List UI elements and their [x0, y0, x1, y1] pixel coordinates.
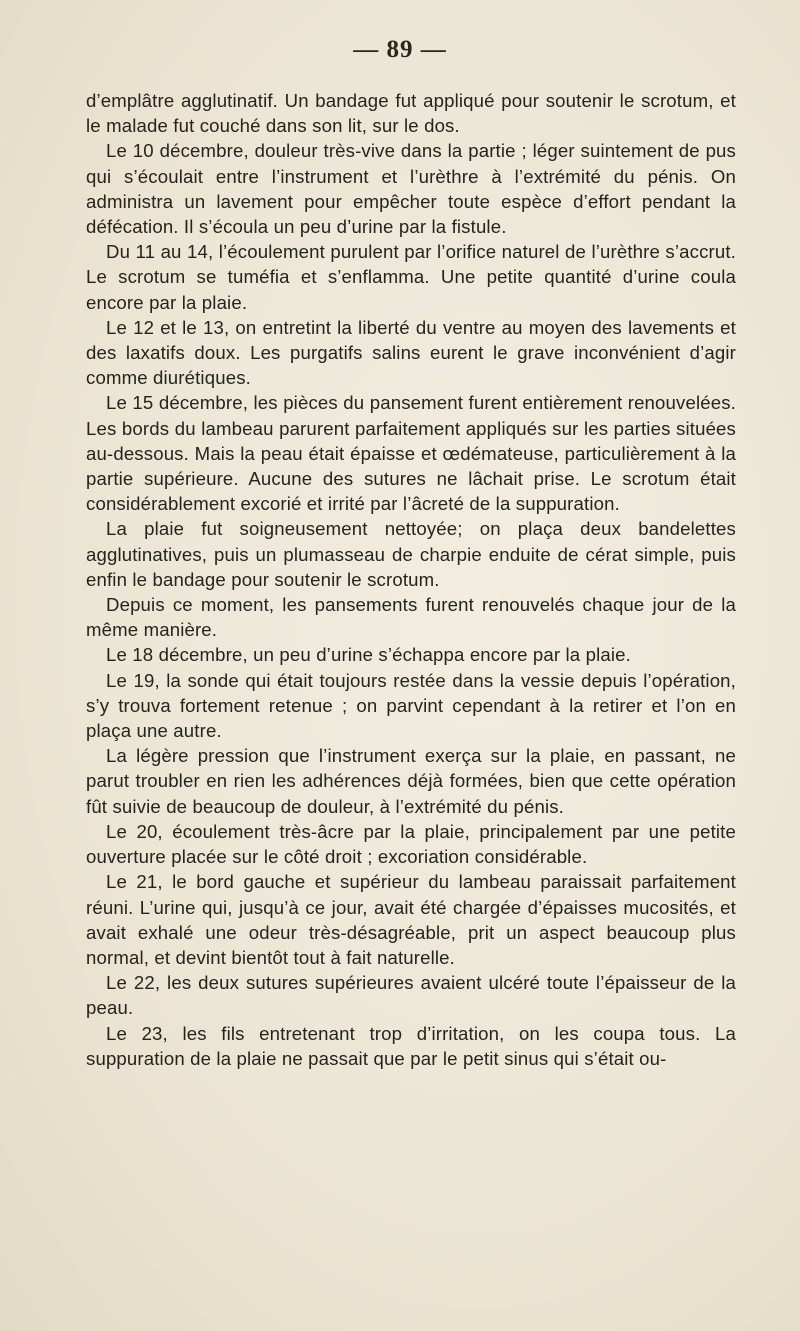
paragraph: Le 12 et le 13, on entretint la liberté du ventre au moyen des lavements et des laxatifs doux. Les purgatifs salins eurent le grave inconvénient d’agir comme diurétiques. — [86, 316, 736, 389]
paragraph: Du 11 au 14, l’écoulement purulent par l’orifice naturel de l’urèthre s’accrut. Le scrotum se tuméfia et s’enflamma. Une petite quantité d’urine coula encore par la plaie. — [86, 241, 736, 313]
paragraph: Depuis ce moment, les pansements furent renouvelés chaque jour de la même manière. — [86, 594, 736, 641]
paragraph: d’emplâtre agglutinatif. Un bandage fut appliqué pour soutenir le scrotum, et le malade fut couché dans son lit, sur le dos. — [86, 90, 736, 137]
body-text — [86, 88, 736, 1071]
paragraph: Le 21, le bord gauche et supérieur du lambeau paraissait parfaitement réuni. L’urine qui, jusqu’à ce jour, avait été chargée d’épaisses mucosités, et avait exhalé une odeur très-désagréable, prit un aspect beaucoup plus normal, et devint bientôt tout à fait naturelle. — [86, 871, 736, 968]
paragraph: Le 18 décembre, un peu d’urine s’échappa encore par la plaie. — [106, 644, 631, 666]
paragraph: Le 15 décembre, les pièces du pansement furent entièrement renouvelées. Les bords du lambeau parurent parfaitement appliqués sur les parties situées au-dessous. Mais la peau était épaisse et œdémateuse, particulièrement à la partie supérieure. Aucune des sutures ne lâchait prise. Le scrotum était considérablement excorié et irrité par l’âcreté de la suppuration. — [86, 392, 736, 515]
paragraph: Le 10 décembre, douleur très-vive dans la partie ; léger suintement de pus qui s’écoulait entre l’instrument et l’urèthre à l’extrémité du pénis. On administra un lavement pour empêcher toute espèce d’effort pendant la défécation. Il s’écoula un peu d’urine par la fistule. — [86, 140, 736, 238]
page-number: — 89 — — [353, 36, 447, 63]
paragraph: Le 19, la sonde qui était toujours restée dans la vessie depuis l’opération, s’y trouva fortement retenue ; on parvint cependant à la retirer et l’on en plaça une autre. — [86, 669, 736, 742]
paragraph: La plaie fut soigneusement nettoyée; on plaça deux bandelettes agglutinatives, puis un plumasseau de charpie enduite de cérat simple, puis enfin le bandage pour soutenir le scrotum. — [86, 518, 736, 590]
paragraph: Le 20, écoulement très-âcre par la plaie, principalement par une petite ouverture placée sur le côté droit ; excoriation considérable. — [86, 820, 736, 868]
paragraph: La légère pression que l’instrument exerça sur la plaie, en passant, ne parut troubler en rien les adhérences déjà formées, bien que cette opération fût suivie de beaucoup de douleur, à l’extrémité du pénis. — [86, 745, 736, 817]
paragraph: Le 23, les fils entretenant trop d’irritation, on les coupa tous. La suppuration de la plaie ne passait que par le petit sinus qui s’était ou- — [86, 1022, 736, 1069]
paragraph: Le 22, les deux sutures supérieures avaient ulcéré toute l’épaisseur de la peau. — [86, 972, 736, 1019]
